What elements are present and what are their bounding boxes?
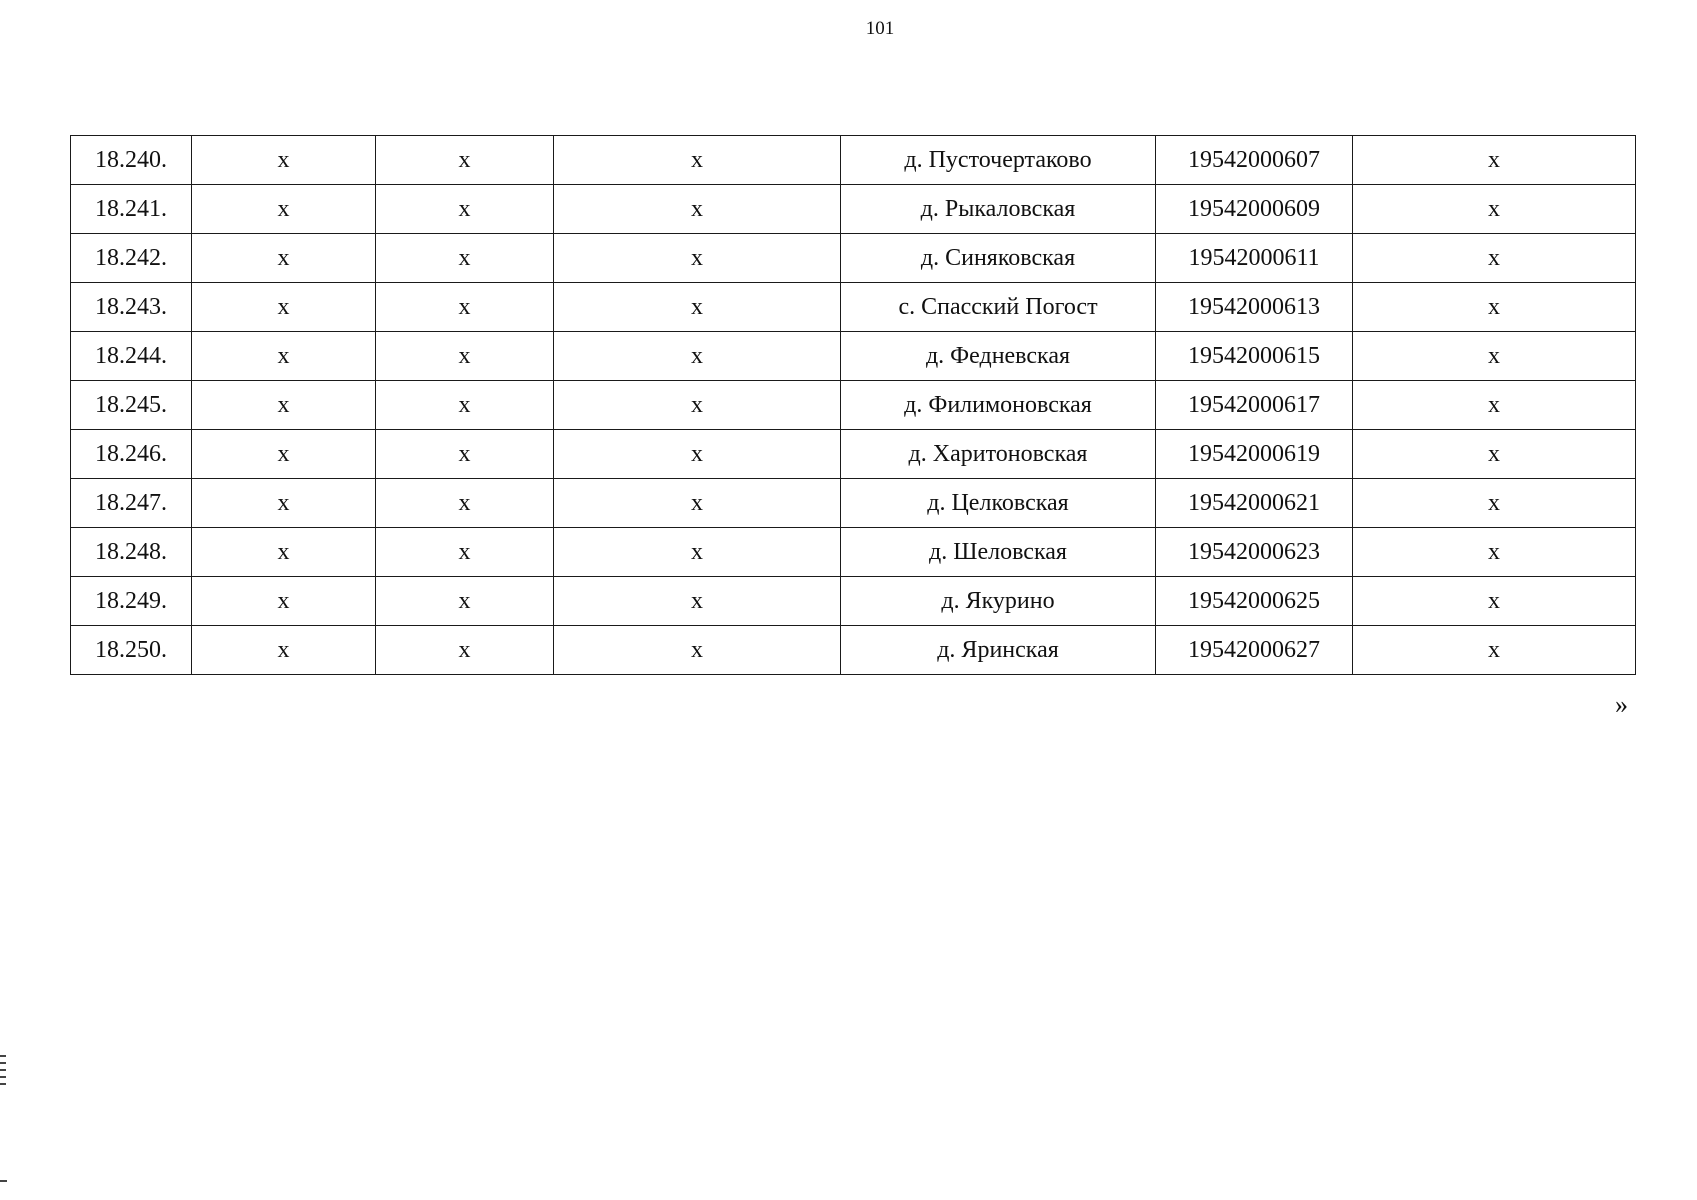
cell-x-6: х (1353, 528, 1636, 577)
cell-x-3: х (554, 430, 841, 479)
settlement-name-cell: с. Спасский Погост (841, 283, 1156, 332)
cell-x-2: х (376, 577, 554, 626)
table-body (71, 136, 1636, 675)
row-number-cell: 18.243. (71, 283, 192, 332)
cell-x-6: х (1353, 381, 1636, 430)
cell-x-1: х (192, 577, 376, 626)
page-number: 101 (865, 18, 895, 39)
oktmo-code-cell: 19542000607 (1156, 136, 1353, 185)
cell-x-6: х (1353, 626, 1636, 675)
table-row (71, 234, 1636, 283)
cell-x-3: х (554, 234, 841, 283)
cell-x-6: х (1353, 136, 1636, 185)
cell-x-3: х (554, 528, 841, 577)
settlement-name-cell: д. Федневская (841, 332, 1156, 381)
cell-x-1: х (192, 185, 376, 234)
settlements-table (70, 135, 1636, 675)
cell-x-6: х (1353, 332, 1636, 381)
cell-x-1: х (192, 332, 376, 381)
cell-x-2: х (376, 479, 554, 528)
settlement-name-cell: д. Филимоновская (841, 381, 1156, 430)
settlement-name-cell: д. Рыкаловская (841, 185, 1156, 234)
cell-x-3: х (554, 577, 841, 626)
oktmo-code-cell: 19542000617 (1156, 381, 1353, 430)
cell-x-1: х (192, 430, 376, 479)
cell-x-3: х (554, 381, 841, 430)
margin-marks (0, 1055, 6, 1090)
row-number-cell: 18.245. (71, 381, 192, 430)
row-number-cell: 18.240. (71, 136, 192, 185)
settlement-name-cell: д. Синяковская (841, 234, 1156, 283)
cell-x-3: х (554, 283, 841, 332)
row-number-cell: 18.242. (71, 234, 192, 283)
table-row (71, 430, 1636, 479)
cell-x-6: х (1353, 234, 1636, 283)
oktmo-code-cell: 19542000619 (1156, 430, 1353, 479)
cell-x-1: х (192, 479, 376, 528)
cell-x-2: х (376, 136, 554, 185)
row-number-cell: 18.249. (71, 577, 192, 626)
cell-x-6: х (1353, 479, 1636, 528)
cell-x-2: х (376, 234, 554, 283)
oktmo-code-cell: 19542000621 (1156, 479, 1353, 528)
cell-x-1: х (192, 136, 376, 185)
cell-x-6: х (1353, 185, 1636, 234)
cell-x-1: х (192, 626, 376, 675)
settlement-name-cell: д. Целковская (841, 479, 1156, 528)
cell-x-3: х (554, 332, 841, 381)
oktmo-code-cell: 19542000613 (1156, 283, 1353, 332)
cell-x-1: х (192, 381, 376, 430)
cell-x-1: х (192, 234, 376, 283)
table-row (71, 136, 1636, 185)
settlement-name-cell: д. Пусточертаково (841, 136, 1156, 185)
cell-x-3: х (554, 626, 841, 675)
cell-x-6: х (1353, 577, 1636, 626)
table-row (71, 332, 1636, 381)
cell-x-2: х (376, 381, 554, 430)
settlement-name-cell: д. Якурино (841, 577, 1156, 626)
cell-x-2: х (376, 283, 554, 332)
row-number-cell: 18.248. (71, 528, 192, 577)
cell-x-2: х (376, 332, 554, 381)
row-number-cell: 18.246. (71, 430, 192, 479)
cell-x-2: х (376, 528, 554, 577)
cell-x-1: х (192, 283, 376, 332)
table-row (71, 185, 1636, 234)
cell-x-3: х (554, 185, 841, 234)
row-number-cell: 18.250. (71, 626, 192, 675)
settlement-name-cell: д. Шеловская (841, 528, 1156, 577)
oktmo-code-cell: 19542000625 (1156, 577, 1353, 626)
row-number-cell: 18.241. (71, 185, 192, 234)
oktmo-code-cell: 19542000609 (1156, 185, 1353, 234)
table-row (71, 283, 1636, 332)
cell-x-3: х (554, 136, 841, 185)
row-number-cell: 18.244. (71, 332, 192, 381)
table-row (71, 577, 1636, 626)
settlement-name-cell: д. Яринская (841, 626, 1156, 675)
cell-x-6: х (1353, 283, 1636, 332)
cell-x-1: х (192, 528, 376, 577)
cell-x-2: х (376, 626, 554, 675)
oktmo-code-cell: 19542000623 (1156, 528, 1353, 577)
oktmo-code-cell: 19542000611 (1156, 234, 1353, 283)
cell-x-3: х (554, 479, 841, 528)
margin-mark (0, 1180, 7, 1182)
table-row (71, 381, 1636, 430)
oktmo-code-cell: 19542000627 (1156, 626, 1353, 675)
oktmo-code-cell: 19542000615 (1156, 332, 1353, 381)
cell-x-6: х (1353, 430, 1636, 479)
table-row (71, 528, 1636, 577)
cell-x-2: х (376, 430, 554, 479)
closing-quote: » (1615, 690, 1628, 719)
cell-x-2: х (376, 185, 554, 234)
table-row (71, 479, 1636, 528)
row-number-cell: 18.247. (71, 479, 192, 528)
table-row (71, 626, 1636, 675)
settlement-name-cell: д. Харитоновская (841, 430, 1156, 479)
